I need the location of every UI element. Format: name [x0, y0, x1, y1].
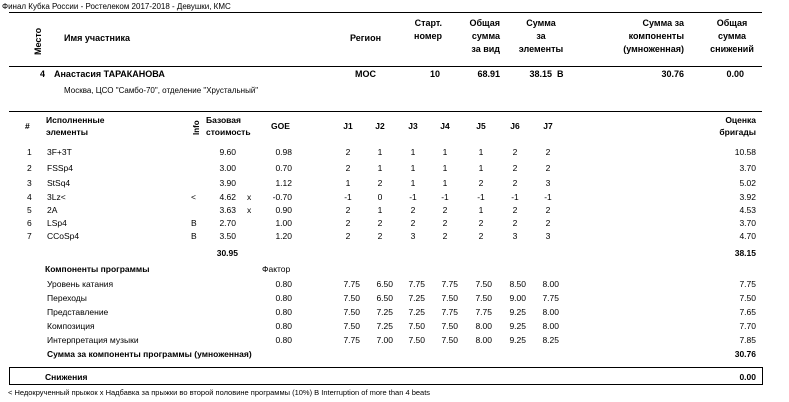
component-j3: 7.25 [408, 293, 425, 303]
element-j2: 0 [377, 192, 383, 202]
element-num: 3 [27, 178, 32, 188]
element-j5: 2 [478, 231, 484, 241]
element-j4: 2 [442, 218, 448, 228]
elements-header-3: элементы [518, 44, 564, 54]
element-j4: 2 [442, 205, 448, 215]
element-j4: 1 [442, 178, 448, 188]
component-name: Уровень катания [47, 279, 114, 289]
component-factor: 0.80 [275, 307, 292, 317]
skater-elements-score: 38.15 [529, 69, 552, 79]
element-info: < [191, 192, 196, 202]
element-j6: -1 [511, 192, 519, 202]
component-j3: 7.75 [408, 279, 425, 289]
element-j2: 2 [377, 218, 383, 228]
num-header: # [25, 121, 30, 131]
component-j7: 8.00 [542, 307, 559, 317]
component-name: Переходы [47, 293, 87, 303]
element-j6: 3 [512, 231, 518, 241]
component-score: 7.75 [739, 279, 756, 289]
element-j3: 1 [410, 163, 416, 173]
element-info: B [191, 231, 197, 241]
component-j7: 7.75 [542, 293, 559, 303]
element-j3: 3 [410, 231, 416, 241]
component-score: 7.70 [739, 321, 756, 331]
element-j2: 2 [377, 231, 383, 241]
components-section-title: Компоненты программы [45, 264, 150, 274]
component-j6: 9.25 [509, 321, 526, 331]
participant-header: Имя участника [64, 33, 131, 43]
element-j5: 1 [478, 205, 484, 215]
element-j1: 2 [345, 163, 351, 173]
element-base: 3.63 [219, 205, 236, 215]
element-j7: 2 [545, 218, 551, 228]
components-header-3: (умноженная) [623, 44, 684, 54]
element-name: 3Lz< [47, 192, 66, 202]
element-j7: 3 [545, 231, 551, 241]
skater-total-score: 68.91 [477, 69, 500, 79]
component-j1: 7.50 [343, 321, 360, 331]
element-info: B [191, 218, 197, 228]
element-j4: 1 [442, 147, 448, 157]
element-num: 2 [27, 163, 32, 173]
j4-header: J4 [440, 121, 450, 131]
panel-header-1: Оценка [725, 115, 756, 125]
skater-start-number: 10 [429, 69, 440, 79]
element-j2: 2 [377, 178, 383, 188]
element-j5: -1 [477, 192, 485, 202]
element-j2: 1 [377, 163, 383, 173]
component-j6: 9.00 [509, 293, 526, 303]
components-total-label: Сумма за компоненты программы (умноженная) [47, 349, 252, 359]
element-base: 3.00 [219, 163, 236, 173]
component-name: Интерпретация музыки [47, 335, 139, 345]
elements-col-header-2: элементы [46, 127, 88, 137]
component-j4: 7.75 [441, 307, 458, 317]
element-j3: 1 [410, 178, 416, 188]
component-j4: 7.75 [441, 279, 458, 289]
element-j1: 2 [345, 147, 351, 157]
component-j7: 8.25 [542, 335, 559, 345]
component-j5: 8.00 [475, 321, 492, 331]
element-name: FSSp4 [47, 163, 73, 173]
elements-top-border [9, 111, 762, 112]
element-name: CCoSp4 [47, 231, 80, 241]
element-j1: 1 [345, 178, 351, 188]
components-header-1: Сумма за [642, 18, 684, 28]
deductions-header-1: Общая [716, 18, 748, 28]
component-factor: 0.80 [275, 335, 292, 345]
skater-region: МОС [355, 69, 376, 79]
element-base: 2.70 [219, 218, 236, 228]
component-score: 7.50 [739, 293, 756, 303]
component-j3: 7.25 [408, 307, 425, 317]
element-num: 7 [27, 231, 32, 241]
element-base: 4.62 [219, 192, 236, 202]
component-factor: 0.80 [275, 293, 292, 303]
element-j7: 2 [545, 147, 551, 157]
component-j4: 7.50 [441, 335, 458, 345]
deductions-left-border [9, 367, 10, 385]
element-name: 2A [47, 205, 58, 215]
element-j4: 1 [442, 163, 448, 173]
element-j6: 2 [512, 178, 518, 188]
element-score: 4.53 [739, 205, 756, 215]
component-name: Представление [47, 307, 109, 317]
component-j6: 9.25 [509, 307, 526, 317]
element-j7: 3 [545, 178, 551, 188]
header-bottom-border [9, 66, 762, 67]
element-j6: 2 [512, 218, 518, 228]
element-bonus: x [247, 192, 252, 202]
header-top-border [9, 12, 762, 13]
element-j1: 2 [345, 218, 351, 228]
element-j5: 2 [478, 178, 484, 188]
element-base: 3.90 [219, 178, 236, 188]
legend-footnote: < Недокрученный прыжок x Надбавка за прыжки во второй половине программы (10%) B Interruption of more than 4 beats [8, 388, 431, 397]
element-goe: 0.90 [275, 205, 292, 215]
element-goe: -0.70 [272, 192, 292, 202]
element-j3: 1 [410, 147, 416, 157]
component-j7: 8.00 [542, 279, 559, 289]
components-header-2: компоненты [628, 31, 684, 41]
skater-deductions: 0.00 [726, 69, 744, 79]
element-goe: 1.20 [275, 231, 292, 241]
start-number-header-1: Старт. [414, 18, 442, 28]
element-j1: 2 [345, 205, 351, 215]
panel-header-2: бригады [719, 127, 756, 137]
deductions-header-3: снижений [710, 44, 754, 54]
component-j3: 7.50 [408, 321, 425, 331]
elements-header-1: Сумма [526, 18, 556, 28]
total-header-1: Общая [469, 18, 500, 28]
elements-total-base: 30.95 [216, 248, 238, 258]
total-header-2: сумма [471, 31, 500, 41]
info-header: Info [192, 120, 201, 135]
component-factor: 0.80 [275, 321, 292, 331]
deductions-top-border [9, 367, 762, 368]
component-j6: 9.25 [509, 335, 526, 345]
component-factor: 0.80 [275, 279, 292, 289]
element-goe: 0.98 [275, 147, 292, 157]
element-name: 3F+3T [47, 147, 72, 157]
element-j1: 2 [345, 231, 351, 241]
element-score: 3.92 [739, 192, 756, 202]
start-number-header-2: номер [414, 31, 442, 41]
element-num: 1 [27, 147, 32, 157]
element-j2: 1 [377, 147, 383, 157]
element-j3: -1 [409, 192, 417, 202]
base-header-1: Базовая [206, 115, 241, 125]
component-j1: 7.50 [343, 293, 360, 303]
element-j5: 1 [478, 163, 484, 173]
component-j3: 7.50 [408, 335, 425, 345]
j5-header: J5 [476, 121, 486, 131]
component-j2: 7.00 [376, 335, 393, 345]
element-score: 10.58 [734, 147, 756, 157]
element-bonus: x [247, 205, 252, 215]
element-j7: 2 [545, 205, 551, 215]
component-j1: 7.75 [343, 279, 360, 289]
component-j4: 7.50 [441, 293, 458, 303]
component-j2: 7.25 [376, 321, 393, 331]
component-score: 7.85 [739, 335, 756, 345]
element-j6: 2 [512, 163, 518, 173]
skater-place: 4 [40, 69, 46, 79]
j3-header: J3 [408, 121, 418, 131]
element-j7: 2 [545, 163, 551, 173]
element-name: StSq4 [47, 178, 71, 188]
deductions-right-border [762, 367, 763, 385]
element-j4: 2 [442, 231, 448, 241]
element-num: 6 [27, 218, 32, 228]
component-j2: 6.50 [376, 293, 393, 303]
deductions-bottom-border [9, 384, 762, 385]
elements-header-2: за [536, 31, 546, 41]
component-j6: 8.50 [509, 279, 526, 289]
component-j5: 7.50 [475, 279, 492, 289]
deductions-label: Снижения [45, 372, 88, 382]
element-j3: 2 [410, 205, 416, 215]
component-j2: 7.25 [376, 307, 393, 317]
component-j5: 7.50 [475, 293, 492, 303]
elements-total-score: 38.15 [734, 248, 756, 258]
goe-header: GOE [271, 121, 290, 131]
j7-header: J7 [543, 121, 553, 131]
element-j7: -1 [544, 192, 552, 202]
component-score: 7.65 [739, 307, 756, 317]
component-j5: 8.00 [475, 335, 492, 345]
element-j5: 2 [478, 218, 484, 228]
skater-club: Москва, ЦСО "Самбо-70", отделение "Хрустальный" [64, 86, 259, 95]
place-header: Место [33, 27, 43, 55]
deductions-score: 0.00 [739, 372, 756, 382]
component-j5: 7.75 [475, 307, 492, 317]
component-name: Композиция [47, 321, 95, 331]
skater-name: Анастасия ТАРАКАНОВА [54, 69, 165, 79]
element-num: 5 [27, 205, 32, 215]
component-j4: 7.50 [441, 321, 458, 331]
element-name: LSp4 [47, 218, 67, 228]
element-num: 4 [27, 192, 32, 202]
element-j6: 2 [512, 205, 518, 215]
deductions-header-2: сумма [717, 31, 747, 41]
component-j2: 6.50 [376, 279, 393, 289]
element-j1: -1 [344, 192, 352, 202]
region-header: Регион [350, 33, 381, 43]
component-j1: 7.50 [343, 307, 360, 317]
base-header-2: стоимость [206, 127, 251, 137]
j1-header: J1 [343, 121, 353, 131]
total-header-3: за вид [471, 44, 500, 54]
component-j1: 7.75 [343, 335, 360, 345]
element-j4: -1 [441, 192, 449, 202]
skater-elements-flag: B [557, 69, 564, 79]
elements-col-header-1: Исполненные [46, 115, 105, 125]
element-goe: 1.12 [275, 178, 292, 188]
element-score: 3.70 [739, 163, 756, 173]
element-goe: 0.70 [275, 163, 292, 173]
element-score: 3.70 [739, 218, 756, 228]
element-base: 3.50 [219, 231, 236, 241]
components-total-score: 30.76 [734, 349, 756, 359]
event-title: Финал Кубка России - Ростелеком 2017-2018 - Девушки, КМС [2, 2, 231, 11]
element-j2: 1 [377, 205, 383, 215]
element-score: 5.02 [739, 178, 756, 188]
element-j3: 2 [410, 218, 416, 228]
j2-header: J2 [375, 121, 385, 131]
component-j7: 8.00 [542, 321, 559, 331]
element-j6: 2 [512, 147, 518, 157]
j6-header: J6 [510, 121, 520, 131]
element-base: 9.60 [219, 147, 236, 157]
element-goe: 1.00 [275, 218, 292, 228]
factor-header: Фактор [262, 264, 291, 274]
element-score: 4.70 [739, 231, 756, 241]
element-j5: 1 [478, 147, 484, 157]
skater-components-score: 30.76 [661, 69, 684, 79]
